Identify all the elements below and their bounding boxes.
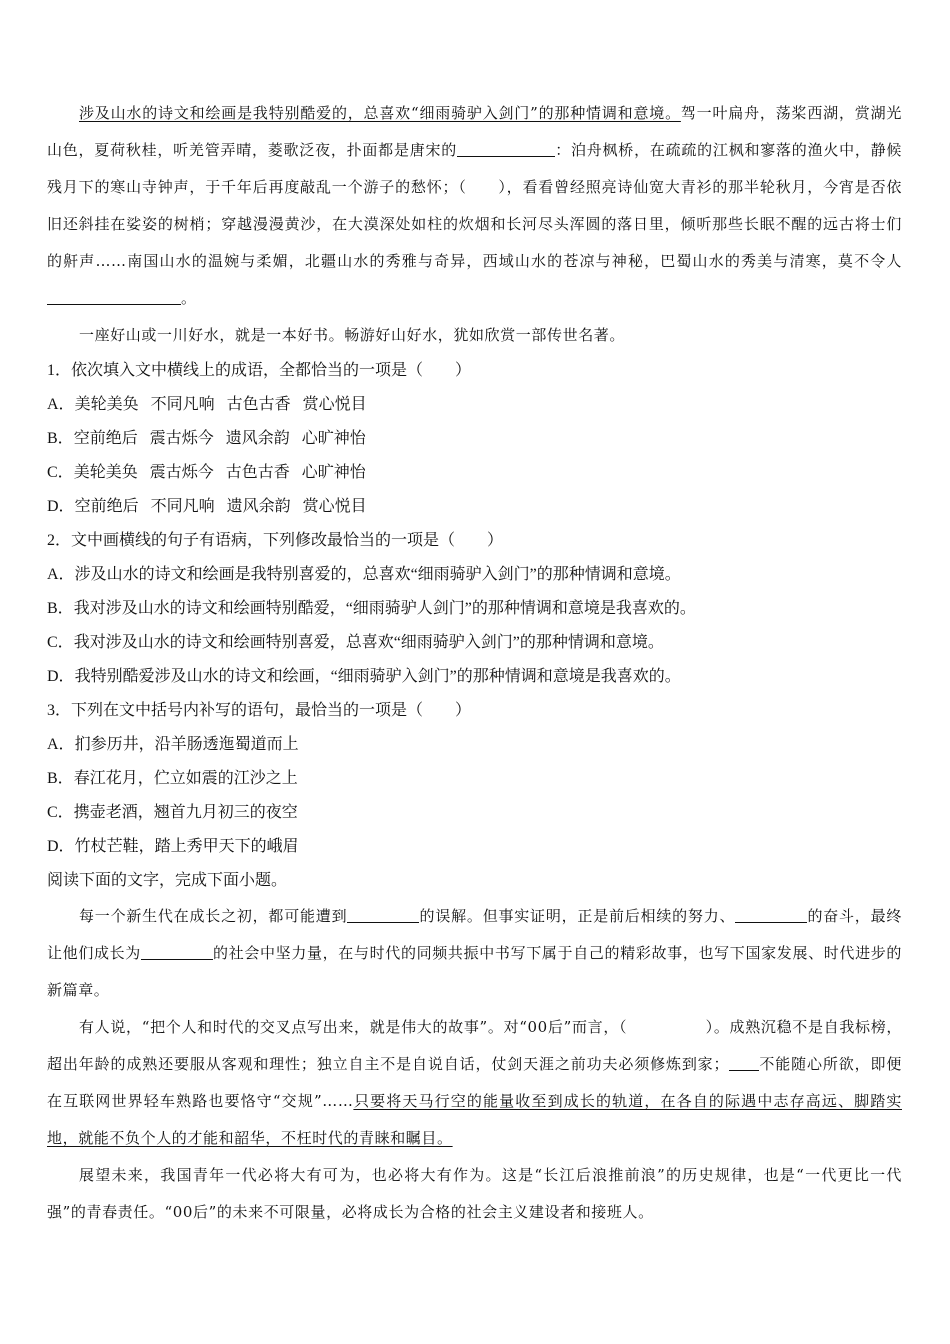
option-b: B．春江花月，伫立如震的江沙之上 bbox=[47, 770, 298, 787]
option-c: C．我对涉及山水的诗文和绘画特别喜爱，总喜欢“细雨骑驴入剑门”的那种情调和意境。 bbox=[47, 634, 664, 651]
underlined-sentence: 只要将天马行空的能量收至到成长的轨道，在各自的际遇中志存高远、脚踏实地，就能不负个人的才能和韶华，不枉时代的青睐和瞩目。 bbox=[47, 1092, 902, 1147]
option-d: D．我特别酷爱涉及山水的诗文和绘画，“细雨骑驴入剑门”的那种情调和意境是我喜欢的。 bbox=[47, 668, 681, 685]
option-a: A．美轮美奂 不同凡响 古色古香 赏心悦目 bbox=[47, 396, 367, 413]
option-c: C．美轮美奂 震古烁今 古色古香 心旷神怡 bbox=[47, 464, 366, 481]
question-stem: 1．依次填入文中横线上的成语，全都恰当的一项是（ ） bbox=[47, 362, 472, 379]
passage-text: 驾一叶扁舟，荡桨西湖，赏湖光山色，夏荷秋桂，听羌管弄晴，菱歌泛夜，扑面都是唐宋的 bbox=[47, 104, 902, 159]
passage-paragraph-1 bbox=[47, 95, 902, 317]
fill-blank bbox=[735, 908, 807, 923]
passage-paragraph-2: 一座好山或一川好水，就是一本好书。畅游好山好水，犹如欣赏一部传世名著。 bbox=[79, 326, 626, 344]
question-stem: 3．下列在文中括号内补写的语句，最恰当的一项是（ ） bbox=[47, 702, 472, 719]
passage2-paragraph-3: 展望未来，我国青年一代必将大有可为，也必将大有作为。这是“长江后浪推前浪”的历史规律，也是“一代更比一代强”的青春责任。“00后”的未来不可限量，必将成长为合格的社会主义建设者和接班人。 bbox=[47, 1166, 902, 1221]
reading-instruction: 阅读下面的文字，完成下面小题。 bbox=[47, 872, 288, 889]
option-d: D．空前绝后 不同凡响 遗风余韵 赏心悦目 bbox=[47, 498, 367, 515]
fill-blank bbox=[47, 290, 181, 305]
option-c: C．携壶老酒，翘首九月初三的夜空 bbox=[47, 804, 298, 821]
question-1 bbox=[47, 354, 902, 524]
underlined-sentence: 涉及山水的诗文和绘画是我特别酷爱的，总喜欢“细雨骑驴入剑门”的那种情调和意境。 bbox=[79, 104, 681, 122]
question-3 bbox=[47, 694, 902, 864]
passage-text: ：泊舟枫桥，在疏疏的江枫和寥落的渔火中，静候残月下的寒山寺钟声，于千年后再度敲乱一个游子的愁怀；（ ），看看曾经照亮诗仙宽大青衫的那半轮秋月，今宵是否依旧还斜挂在娑姿的树梢；穿越漫漫黄沙，在大漠深处如柱的炊烟和长河尽头浑圆的落日里，倾听那些长眠不醒的远古将士们的鼾声……南国山水的温婉与柔媚，北疆山水的秀雅与奇异，西域山水的苍凉与神秘，巴蜀山水的秀美与清寒，莫不令人 bbox=[47, 141, 903, 270]
option-b: B．空前绝后 震古烁今 遗风余韵 心旷神怡 bbox=[47, 430, 366, 447]
fill-blank bbox=[457, 142, 555, 157]
passage-text: 。 bbox=[181, 289, 197, 307]
question-2 bbox=[47, 524, 902, 694]
option-a: A．扪参历井，沿羊肠透迤蜀道而上 bbox=[47, 736, 299, 753]
option-b: B．我对涉及山水的诗文和绘画特别酷爱，“细雨骑驴人剑门”的那种情调和意境是我喜欢的。 bbox=[47, 600, 696, 617]
fill-blank bbox=[141, 945, 213, 960]
fill-blank bbox=[347, 908, 419, 923]
option-a: A．涉及山水的诗文和绘画是我特别喜爱的，总喜欢“细雨骑驴入剑门”的那种情调和意境。 bbox=[47, 566, 681, 583]
passage2-paragraph-1: 每一个新生代在成长之初，都可能遭到 的误解。但事实证明，正是前后相续的努力、 的奋斗，最终让他们成长为 的社会中坚力量，在与时代的同频共振中书写下属于自己的精彩故事，也写下国家发展、时代进步的新篇章。 bbox=[47, 907, 902, 999]
question-stem: 2．文中画横线的句子有语病，下列修改最恰当的一项是（ ） bbox=[47, 532, 504, 549]
passage2-paragraph-2: 有人说，“把个人和时代的交叉点写出来，就是伟大的故事”。对“00后”而言，（ ）。成熟沉稳不是自我标榜，超出年龄的成熟还要服从客观和理性；独立自主不是自说自话，仗剑天涯之前功夫必须修炼到家； 不能随心所欲，即便在互联网世界轻车熟路也要恪守“交规”……只要将天马行空的能量收至到成长的轨道，在各自的际遇中志存高远、脚踏实地，就能不负个人的才能和韶华，不枉时代的青睐和瞩目。 bbox=[47, 1018, 902, 1147]
option-d: D．竹杖芒鞋，踏上秀甲天下的峨眉 bbox=[47, 838, 299, 855]
fill-blank bbox=[729, 1056, 759, 1071]
